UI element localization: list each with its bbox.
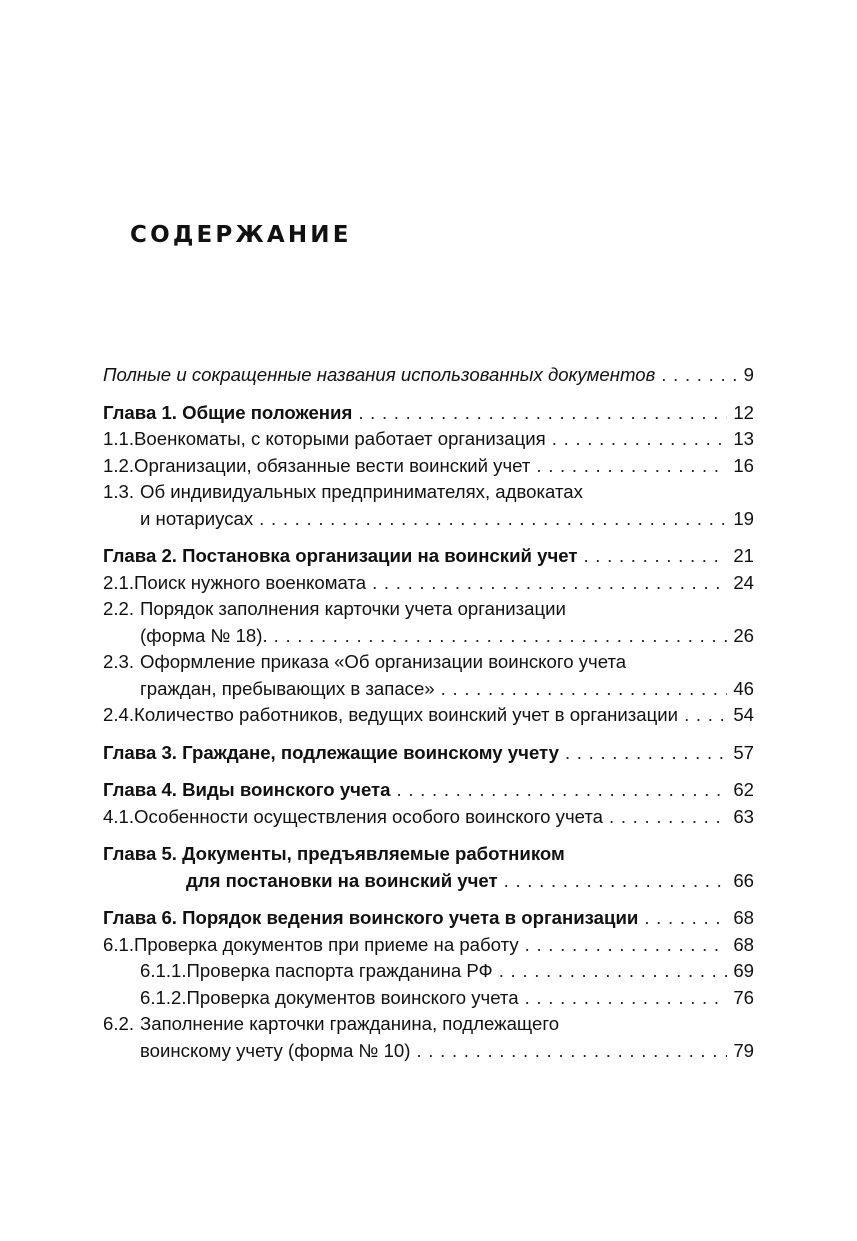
table-of-contents	[103, 362, 754, 1064]
toc-page-number: 76	[733, 986, 754, 1008]
leader-dots	[684, 702, 727, 729]
toc-chapter-4[interactable]	[103, 777, 754, 804]
toc-entry-text: Глава 6. Порядок ведения воинского учета в организации	[103, 907, 639, 928]
toc-chapter-6[interactable]	[103, 905, 754, 932]
toc-page-number: 26	[733, 624, 754, 646]
toc-entry-text-continued: и нотариусах	[140, 507, 254, 529]
toc-page-number: 12	[733, 401, 754, 423]
toc-section-6-2[interactable]	[103, 1011, 754, 1064]
toc-entry-text: Оформление приказа «Об организации воинского учета	[140, 651, 627, 672]
toc-section-6-1-2[interactable]	[103, 985, 754, 1012]
toc-entry-text: Порядок заполнения карточки учета организации	[140, 598, 566, 619]
toc-page-number: 57	[733, 741, 754, 763]
toc-entry-text: Проверка документов при приеме на работу	[134, 933, 519, 955]
toc-section-4-1[interactable]	[103, 804, 754, 831]
toc-page-number: 66	[733, 869, 754, 891]
toc-page-number: 68	[733, 933, 754, 955]
toc-entry-text: Об индивидуальных предпринимателях, адвокатах	[140, 481, 583, 502]
toc-entry-text: Количество работников, ведущих воинский учет в организации	[134, 704, 679, 725]
toc-page-number: 13	[733, 428, 754, 449]
toc-page-number: 9	[743, 364, 754, 385]
toc-section-6-1-1[interactable]	[103, 958, 754, 985]
toc-section-number: 6.1.1.	[140, 960, 187, 981]
leader-dots	[358, 400, 727, 427]
leader-dots	[525, 985, 728, 1012]
toc-entry-text-continued: воинскому учету (форма № 10)	[140, 1039, 411, 1061]
leader-dots	[565, 740, 727, 767]
leader-dots	[274, 623, 728, 650]
toc-entry-text: Поиск нужного военкомата	[134, 571, 367, 593]
toc-section-number: 6.1.	[103, 933, 135, 955]
leader-dots	[499, 958, 728, 985]
toc-page-number: 79	[733, 1039, 754, 1061]
toc-page-number: 19	[733, 507, 754, 529]
toc-chapter-5[interactable]	[103, 841, 754, 894]
toc-chapter-1[interactable]	[103, 400, 754, 427]
toc-entry-text: Глава 3. Граждане, подлежащие воинскому учету	[103, 741, 559, 763]
leader-dots	[416, 1038, 727, 1065]
toc-entry-text: Полные и сокращенные названия использованных документов	[103, 364, 656, 385]
toc-section-number: 2.2.	[103, 598, 135, 619]
toc-page-number: 46	[733, 677, 754, 699]
toc-section-6-1[interactable]	[103, 932, 754, 959]
toc-entry-text: Организации, обязанные вести воинский учет	[134, 454, 531, 476]
leader-dots	[609, 804, 727, 831]
toc-chapter-3[interactable]	[103, 740, 754, 767]
toc-page-number: 63	[733, 805, 754, 827]
toc-section-number: 2.1.	[103, 571, 135, 593]
leader-dots	[552, 426, 728, 453]
leader-dots	[644, 905, 727, 932]
toc-entry-text: Глава 5. Документы, предъявляемые работником	[103, 843, 565, 864]
toc-section-2-1[interactable]	[103, 570, 754, 597]
leader-dots	[661, 362, 737, 389]
toc-section-1-3[interactable]	[103, 479, 754, 532]
toc-entry-text: Глава 1. Общие положения	[103, 401, 353, 423]
leader-dots	[372, 570, 727, 597]
leader-dots	[441, 676, 728, 703]
toc-page-number: 24	[733, 571, 754, 593]
toc-section-2-2[interactable]	[103, 596, 754, 649]
toc-section-number: 6.2.	[103, 1013, 135, 1034]
toc-section-1-1[interactable]	[103, 426, 754, 453]
toc-section-number: 4.1.	[103, 805, 135, 827]
toc-section-2-4[interactable]	[103, 702, 754, 729]
leader-dots	[536, 453, 727, 480]
leader-dots	[504, 868, 728, 895]
toc-entry-text: Глава 2. Постановка организации на воинский учет	[103, 545, 578, 566]
toc-chapter-2[interactable]	[103, 543, 754, 570]
leader-dots	[259, 506, 727, 533]
toc-page-number: 54	[733, 704, 754, 725]
toc-section-number: 6.1.2.	[140, 986, 187, 1008]
toc-entry-text-continued: (форма № 18).	[140, 624, 268, 646]
toc-entry-text: Глава 4. Виды воинского учета	[103, 779, 391, 800]
toc-page-number: 21	[733, 545, 754, 566]
toc-section-1-2[interactable]	[103, 453, 754, 480]
toc-page-number: 16	[733, 454, 754, 476]
toc-entry-text-continued: для постановки на воинский учет	[186, 869, 498, 891]
toc-page-number: 68	[733, 907, 754, 928]
toc-entry-text: Заполнение карточки гражданина, подлежащего	[140, 1013, 560, 1034]
toc-section-number: 2.3.	[103, 651, 135, 672]
leader-dots	[583, 543, 727, 570]
toc-section-number: 2.4.	[103, 704, 135, 725]
toc-section-2-3[interactable]	[103, 649, 754, 702]
toc-section-number: 1.1.	[103, 428, 135, 449]
toc-entry-text-continued: граждан, пребывающих в запасе»	[140, 677, 435, 699]
toc-entry-documents[interactable]	[103, 362, 754, 389]
toc-section-number: 1.2.	[103, 454, 135, 476]
leader-dots	[525, 932, 728, 959]
toc-page-number: 62	[733, 779, 754, 800]
toc-entry-text: Проверка паспорта гражданина РФ	[186, 960, 493, 981]
toc-entry-text: Особенности осуществления особого воинского учета	[134, 805, 603, 827]
leader-dots	[397, 777, 728, 804]
toc-section-number: 1.3.	[103, 481, 135, 502]
toc-entry-text: Военкоматы, с которыми работает организация	[134, 428, 546, 449]
toc-entry-text: Проверка документов воинского учета	[186, 986, 519, 1008]
page-title: СОДЕРЖАНИЕ	[130, 222, 352, 248]
toc-page-number: 69	[733, 960, 754, 981]
